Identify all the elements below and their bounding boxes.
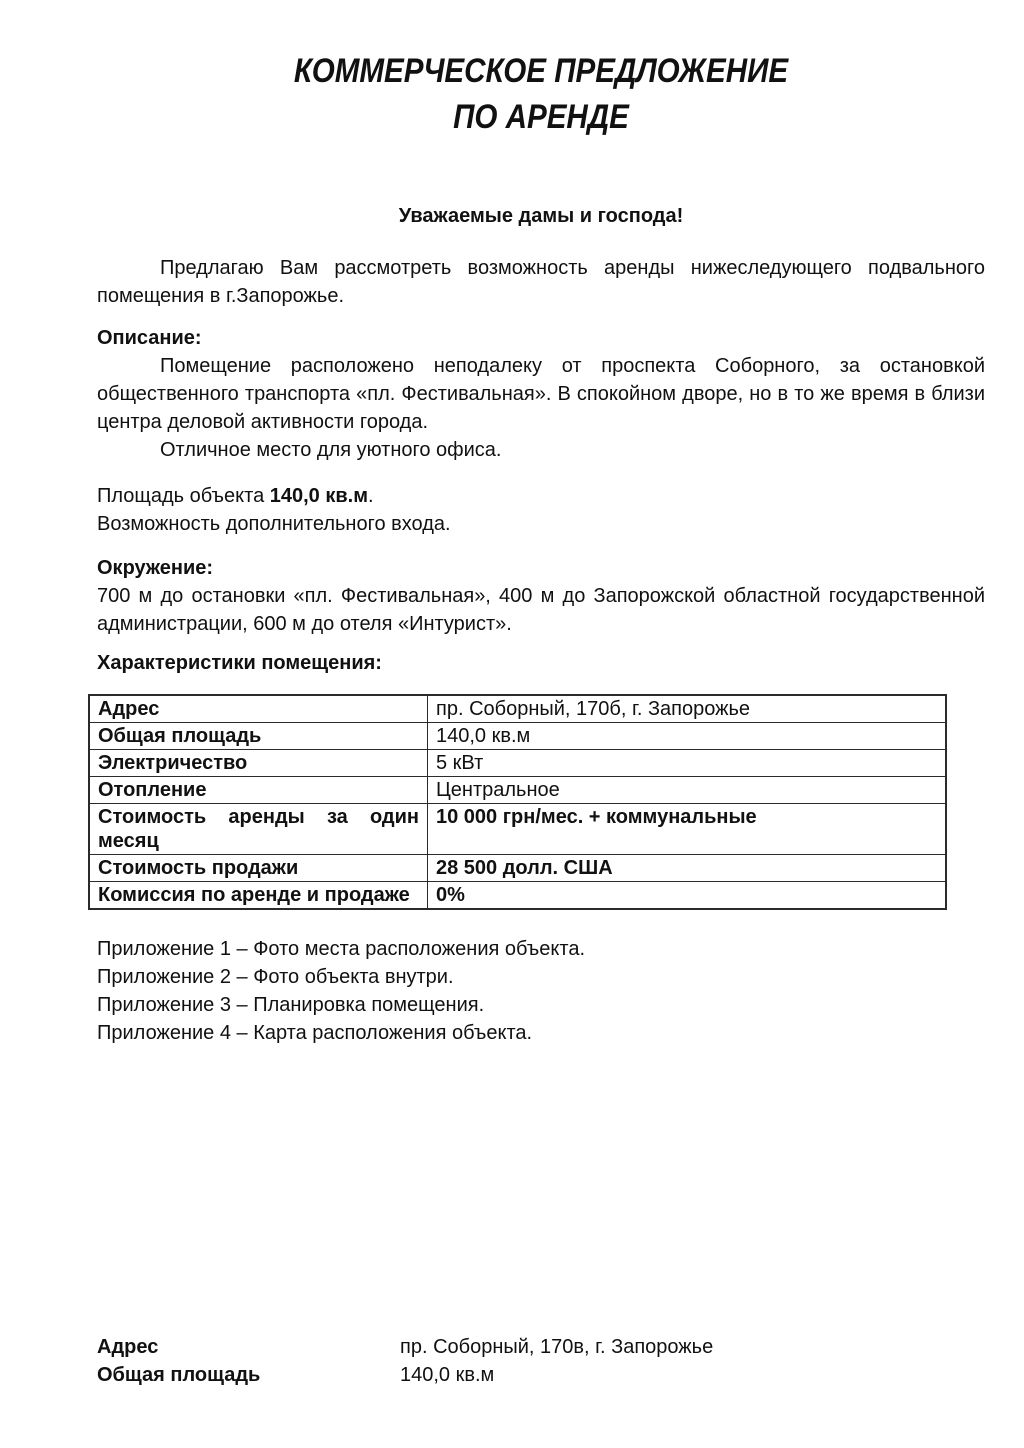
table-row-value: 10 000 грн/мес. + коммунальные <box>428 804 947 855</box>
table-row-value: 0% <box>428 882 947 910</box>
surroundings-paragraph: 700 м до остановки «пл. Фестивальная», 400 м до Запорожской областной государственной администрации, 600 м до отеля «Интурист». <box>97 585 985 635</box>
table-row <box>89 882 946 910</box>
area-label: Площадь объекта <box>97 485 270 507</box>
footer-row <box>97 1333 985 1361</box>
area-value: 140,0 кв.м <box>269 485 369 507</box>
title-line-1: КОММЕРЧЕСКОЕ ПРЕДЛОЖЕНИЕ <box>293 52 789 90</box>
footer-row <box>97 1361 985 1389</box>
page-title-lines <box>294 48 788 140</box>
page-title <box>97 48 985 140</box>
table-row <box>89 695 946 723</box>
intro-paragraph: Предлагаю Вам рассмотреть возможность аренды нижеследующего подвального помещения в г.Запорожье. <box>97 257 985 307</box>
table-row-label: Адрес <box>89 695 428 723</box>
table-row-label: Стоимость продажи <box>89 855 428 882</box>
table-row <box>89 750 946 777</box>
entrance-note: Возможность дополнительного входа. <box>97 513 451 535</box>
table-row-value: Центральное <box>428 777 947 804</box>
table-row-value: 140,0 кв.м <box>428 723 947 750</box>
attachment-line: Приложение 4 – Карта расположения объекта. <box>97 1022 533 1044</box>
attachment-line: Приложение 1 – Фото места расположения объекта. <box>97 938 585 960</box>
footer-row-value: пр. Соборный, 170в, г. Запорожье <box>400 1336 714 1358</box>
document-content <box>0 48 1024 1047</box>
table-row-label: Комиссия по аренде и продаже <box>89 882 428 910</box>
area-suffix: . <box>368 485 374 507</box>
table-row-value: 5 кВт <box>428 750 947 777</box>
area-line <box>97 482 985 510</box>
table-row <box>89 777 946 804</box>
footer-row-label: Адрес <box>97 1336 159 1358</box>
table-row <box>89 804 946 855</box>
greeting-line: Уважаемые дамы и господа! <box>398 205 684 227</box>
footer-row-value: 140,0 кв.м <box>400 1364 495 1386</box>
title-line-2: ПО АРЕНДЕ <box>453 98 629 136</box>
footer-summary <box>97 1333 985 1389</box>
footer-row-label: Общая площадь <box>97 1364 261 1386</box>
table-row <box>89 723 946 750</box>
characteristics-table-body <box>89 695 946 909</box>
table-row <box>89 855 946 882</box>
table-row-label: Отопление <box>89 777 428 804</box>
description-paragraph-2: Отличное место для уютного офиса. <box>160 439 502 461</box>
table-row-label: Общая площадь <box>89 723 428 750</box>
characteristics-table <box>88 694 947 910</box>
table-row-value: 28 500 долл. США <box>428 855 947 882</box>
table-row-label: Электричество <box>89 750 428 777</box>
table-row-value: пр. Соборный, 170б, г. Запорожье <box>428 695 947 723</box>
description-heading: Описание: <box>97 327 202 349</box>
attachments-list <box>97 935 985 1047</box>
attachment-line: Приложение 3 – Планировка помещения. <box>97 994 485 1016</box>
surroundings-heading: Окружение: <box>97 557 214 579</box>
table-row-label: Стоимость аренды за один месяц <box>89 804 428 855</box>
attachment-line: Приложение 2 – Фото объекта внутри. <box>97 966 454 988</box>
characteristics-heading: Характеристики помещения: <box>97 652 382 674</box>
description-paragraph-1: Помещение расположено неподалеку от проспекта Соборного, за остановкой общественного транспорта «пл. Фестивальная». В спокойном дворе, но в то же время в близи центра деловой активности города. <box>97 355 985 433</box>
